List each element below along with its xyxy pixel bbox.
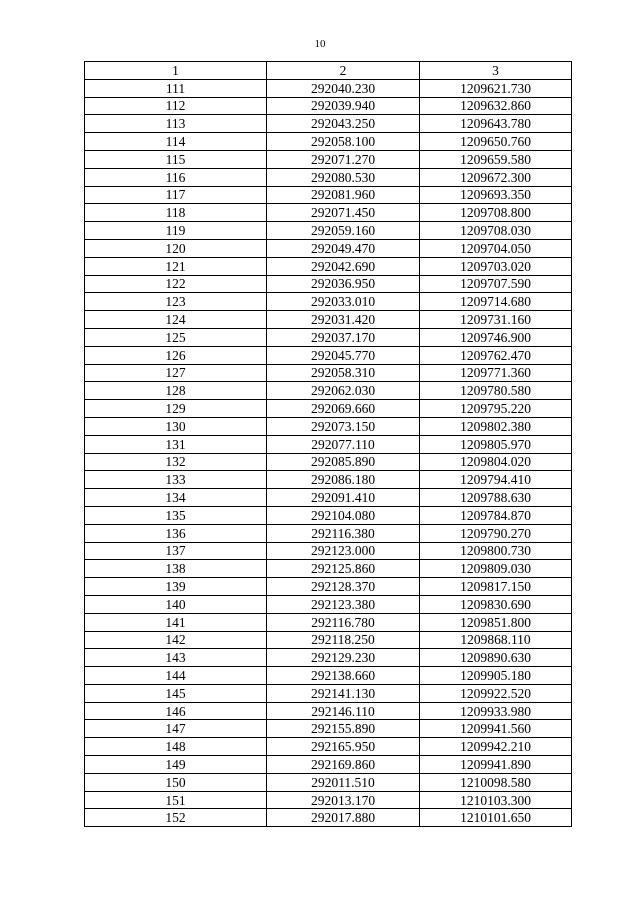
column-header-1: 1: [85, 62, 267, 80]
x-coordinate-cell: 292033.010: [267, 293, 420, 311]
x-coordinate-cell: 292116.380: [267, 524, 420, 542]
y-coordinate-cell: 1209621.730: [420, 79, 572, 97]
table-row: [85, 328, 572, 346]
table-row: [85, 257, 572, 275]
x-coordinate-cell: 292091.410: [267, 489, 420, 507]
point-number-cell: 114: [85, 133, 267, 151]
table-row: [85, 186, 572, 204]
table-row: [85, 702, 572, 720]
y-coordinate-cell: 1209933.980: [420, 702, 572, 720]
y-coordinate-cell: 1209802.380: [420, 417, 572, 435]
x-coordinate-cell: 292013.170: [267, 791, 420, 809]
table-row: [85, 382, 572, 400]
point-number-cell: 121: [85, 257, 267, 275]
x-coordinate-cell: 292017.880: [267, 809, 420, 827]
x-coordinate-cell: 292118.250: [267, 631, 420, 649]
y-coordinate-cell: 1209905.180: [420, 667, 572, 685]
point-number-cell: 140: [85, 595, 267, 613]
table-row: [85, 222, 572, 240]
table-body: [85, 79, 572, 826]
x-coordinate-cell: 292071.270: [267, 150, 420, 168]
header-row: [85, 62, 572, 80]
table-row: [85, 649, 572, 667]
table-row: [85, 417, 572, 435]
table-row: [85, 773, 572, 791]
column-header-2: 2: [267, 62, 420, 80]
point-number-cell: 139: [85, 578, 267, 596]
x-coordinate-cell: 292058.100: [267, 133, 420, 151]
x-coordinate-cell: 292085.890: [267, 453, 420, 471]
y-coordinate-cell: 1209800.730: [420, 542, 572, 560]
table-row: [85, 506, 572, 524]
x-coordinate-cell: 292129.230: [267, 649, 420, 667]
y-coordinate-cell: 1209731.160: [420, 311, 572, 329]
point-number-cell: 123: [85, 293, 267, 311]
x-coordinate-cell: 292059.160: [267, 222, 420, 240]
y-coordinate-cell: 1209805.970: [420, 435, 572, 453]
point-number-cell: 119: [85, 222, 267, 240]
table-row: [85, 293, 572, 311]
x-coordinate-cell: 292080.530: [267, 168, 420, 186]
table-row: [85, 453, 572, 471]
x-coordinate-cell: 292043.250: [267, 115, 420, 133]
y-coordinate-cell: 1209703.020: [420, 257, 572, 275]
table-header: [85, 62, 572, 80]
y-coordinate-cell: 1209746.900: [420, 328, 572, 346]
y-coordinate-cell: 1209693.350: [420, 186, 572, 204]
y-coordinate-cell: 1209632.860: [420, 97, 572, 115]
x-coordinate-cell: 292123.380: [267, 595, 420, 613]
y-coordinate-cell: 1209817.150: [420, 578, 572, 596]
point-number-cell: 128: [85, 382, 267, 400]
table-row: [85, 400, 572, 418]
x-coordinate-cell: 292037.170: [267, 328, 420, 346]
x-coordinate-cell: 292071.450: [267, 204, 420, 222]
point-number-cell: 143: [85, 649, 267, 667]
y-coordinate-cell: 1209780.580: [420, 382, 572, 400]
point-number-cell: 129: [85, 400, 267, 418]
table-row: [85, 595, 572, 613]
point-number-cell: 113: [85, 115, 267, 133]
table-row: [85, 150, 572, 168]
y-coordinate-cell: 1210101.650: [420, 809, 572, 827]
y-coordinate-cell: 1209922.520: [420, 684, 572, 702]
point-number-cell: 118: [85, 204, 267, 222]
x-coordinate-cell: 292011.510: [267, 773, 420, 791]
column-header-3: 3: [420, 62, 572, 80]
table-row: [85, 97, 572, 115]
table-row: [85, 809, 572, 827]
y-coordinate-cell: 1209707.590: [420, 275, 572, 293]
table-row: [85, 115, 572, 133]
x-coordinate-cell: 292031.420: [267, 311, 420, 329]
table-row: [85, 471, 572, 489]
y-coordinate-cell: 1209771.360: [420, 364, 572, 382]
y-coordinate-cell: 1209804.020: [420, 453, 572, 471]
x-coordinate-cell: 292104.080: [267, 506, 420, 524]
table-row: [85, 667, 572, 685]
y-coordinate-cell: 1209795.220: [420, 400, 572, 418]
x-coordinate-cell: 292073.150: [267, 417, 420, 435]
y-coordinate-cell: 1209704.050: [420, 239, 572, 257]
y-coordinate-cell: 1209659.580: [420, 150, 572, 168]
y-coordinate-cell: 1209809.030: [420, 560, 572, 578]
y-coordinate-cell: 1209762.470: [420, 346, 572, 364]
table-row: [85, 79, 572, 97]
point-number-cell: 130: [85, 417, 267, 435]
table-row: [85, 346, 572, 364]
table-row: [85, 204, 572, 222]
y-coordinate-cell: 1209714.680: [420, 293, 572, 311]
table-row: [85, 239, 572, 257]
x-coordinate-cell: 292058.310: [267, 364, 420, 382]
x-coordinate-cell: 292077.110: [267, 435, 420, 453]
table-row: [85, 524, 572, 542]
x-coordinate-cell: 292069.660: [267, 400, 420, 418]
point-number-cell: 145: [85, 684, 267, 702]
table-row: [85, 168, 572, 186]
table-row: [85, 791, 572, 809]
y-coordinate-cell: 1209942.210: [420, 738, 572, 756]
x-coordinate-cell: 292128.370: [267, 578, 420, 596]
x-coordinate-cell: 292086.180: [267, 471, 420, 489]
x-coordinate-cell: 292036.950: [267, 275, 420, 293]
point-number-cell: 125: [85, 328, 267, 346]
point-number-cell: 137: [85, 542, 267, 560]
x-coordinate-cell: 292040.230: [267, 79, 420, 97]
table-row: [85, 542, 572, 560]
point-number-cell: 136: [85, 524, 267, 542]
x-coordinate-cell: 292039.940: [267, 97, 420, 115]
table-row: [85, 720, 572, 738]
y-coordinate-cell: 1209941.890: [420, 756, 572, 774]
point-number-cell: 127: [85, 364, 267, 382]
point-number-cell: 120: [85, 239, 267, 257]
table-row: [85, 560, 572, 578]
point-number-cell: 142: [85, 631, 267, 649]
table-row: [85, 631, 572, 649]
y-coordinate-cell: 1209708.800: [420, 204, 572, 222]
y-coordinate-cell: 1209643.780: [420, 115, 572, 133]
point-number-cell: 117: [85, 186, 267, 204]
y-coordinate-cell: 1209941.560: [420, 720, 572, 738]
table-row: [85, 489, 572, 507]
x-coordinate-cell: 292165.950: [267, 738, 420, 756]
x-coordinate-cell: 292049.470: [267, 239, 420, 257]
y-coordinate-cell: 1209788.630: [420, 489, 572, 507]
y-coordinate-cell: 1209790.270: [420, 524, 572, 542]
point-number-cell: 112: [85, 97, 267, 115]
table-row: [85, 133, 572, 151]
y-coordinate-cell: 1209784.870: [420, 506, 572, 524]
page-number: 10: [314, 38, 326, 50]
coordinates-table: [84, 61, 572, 827]
table-row: [85, 275, 572, 293]
x-coordinate-cell: 292155.890: [267, 720, 420, 738]
point-number-cell: 133: [85, 471, 267, 489]
point-number-cell: 149: [85, 756, 267, 774]
x-coordinate-cell: 292045.770: [267, 346, 420, 364]
point-number-cell: 144: [85, 667, 267, 685]
x-coordinate-cell: 292125.860: [267, 560, 420, 578]
x-coordinate-cell: 292138.660: [267, 667, 420, 685]
y-coordinate-cell: 1209672.300: [420, 168, 572, 186]
point-number-cell: 126: [85, 346, 267, 364]
y-coordinate-cell: 1209890.630: [420, 649, 572, 667]
y-coordinate-cell: 1209830.690: [420, 595, 572, 613]
table-row: [85, 578, 572, 596]
table-row: [85, 756, 572, 774]
table-row: [85, 684, 572, 702]
point-number-cell: 148: [85, 738, 267, 756]
x-coordinate-cell: 292146.110: [267, 702, 420, 720]
y-coordinate-cell: 1209708.030: [420, 222, 572, 240]
y-coordinate-cell: 1209794.410: [420, 471, 572, 489]
x-coordinate-cell: 292141.130: [267, 684, 420, 702]
point-number-cell: 147: [85, 720, 267, 738]
point-number-cell: 146: [85, 702, 267, 720]
point-number-cell: 131: [85, 435, 267, 453]
point-number-cell: 111: [85, 79, 267, 97]
table-row: [85, 364, 572, 382]
table-row: [85, 613, 572, 631]
point-number-cell: 115: [85, 150, 267, 168]
point-number-cell: 151: [85, 791, 267, 809]
point-number-cell: 152: [85, 809, 267, 827]
y-coordinate-cell: 1209851.800: [420, 613, 572, 631]
point-number-cell: 134: [85, 489, 267, 507]
x-coordinate-cell: 292081.960: [267, 186, 420, 204]
y-coordinate-cell: 1209868.110: [420, 631, 572, 649]
table-row: [85, 435, 572, 453]
point-number-cell: 124: [85, 311, 267, 329]
table-row: [85, 738, 572, 756]
point-number-cell: 138: [85, 560, 267, 578]
point-number-cell: 150: [85, 773, 267, 791]
table-row: [85, 311, 572, 329]
point-number-cell: 122: [85, 275, 267, 293]
x-coordinate-cell: 292042.690: [267, 257, 420, 275]
point-number-cell: 116: [85, 168, 267, 186]
point-number-cell: 132: [85, 453, 267, 471]
point-number-cell: 135: [85, 506, 267, 524]
x-coordinate-cell: 292123.000: [267, 542, 420, 560]
y-coordinate-cell: 1210103.300: [420, 791, 572, 809]
x-coordinate-cell: 292062.030: [267, 382, 420, 400]
x-coordinate-cell: 292169.860: [267, 756, 420, 774]
x-coordinate-cell: 292116.780: [267, 613, 420, 631]
y-coordinate-cell: 1210098.580: [420, 773, 572, 791]
y-coordinate-cell: 1209650.760: [420, 133, 572, 151]
point-number-cell: 141: [85, 613, 267, 631]
